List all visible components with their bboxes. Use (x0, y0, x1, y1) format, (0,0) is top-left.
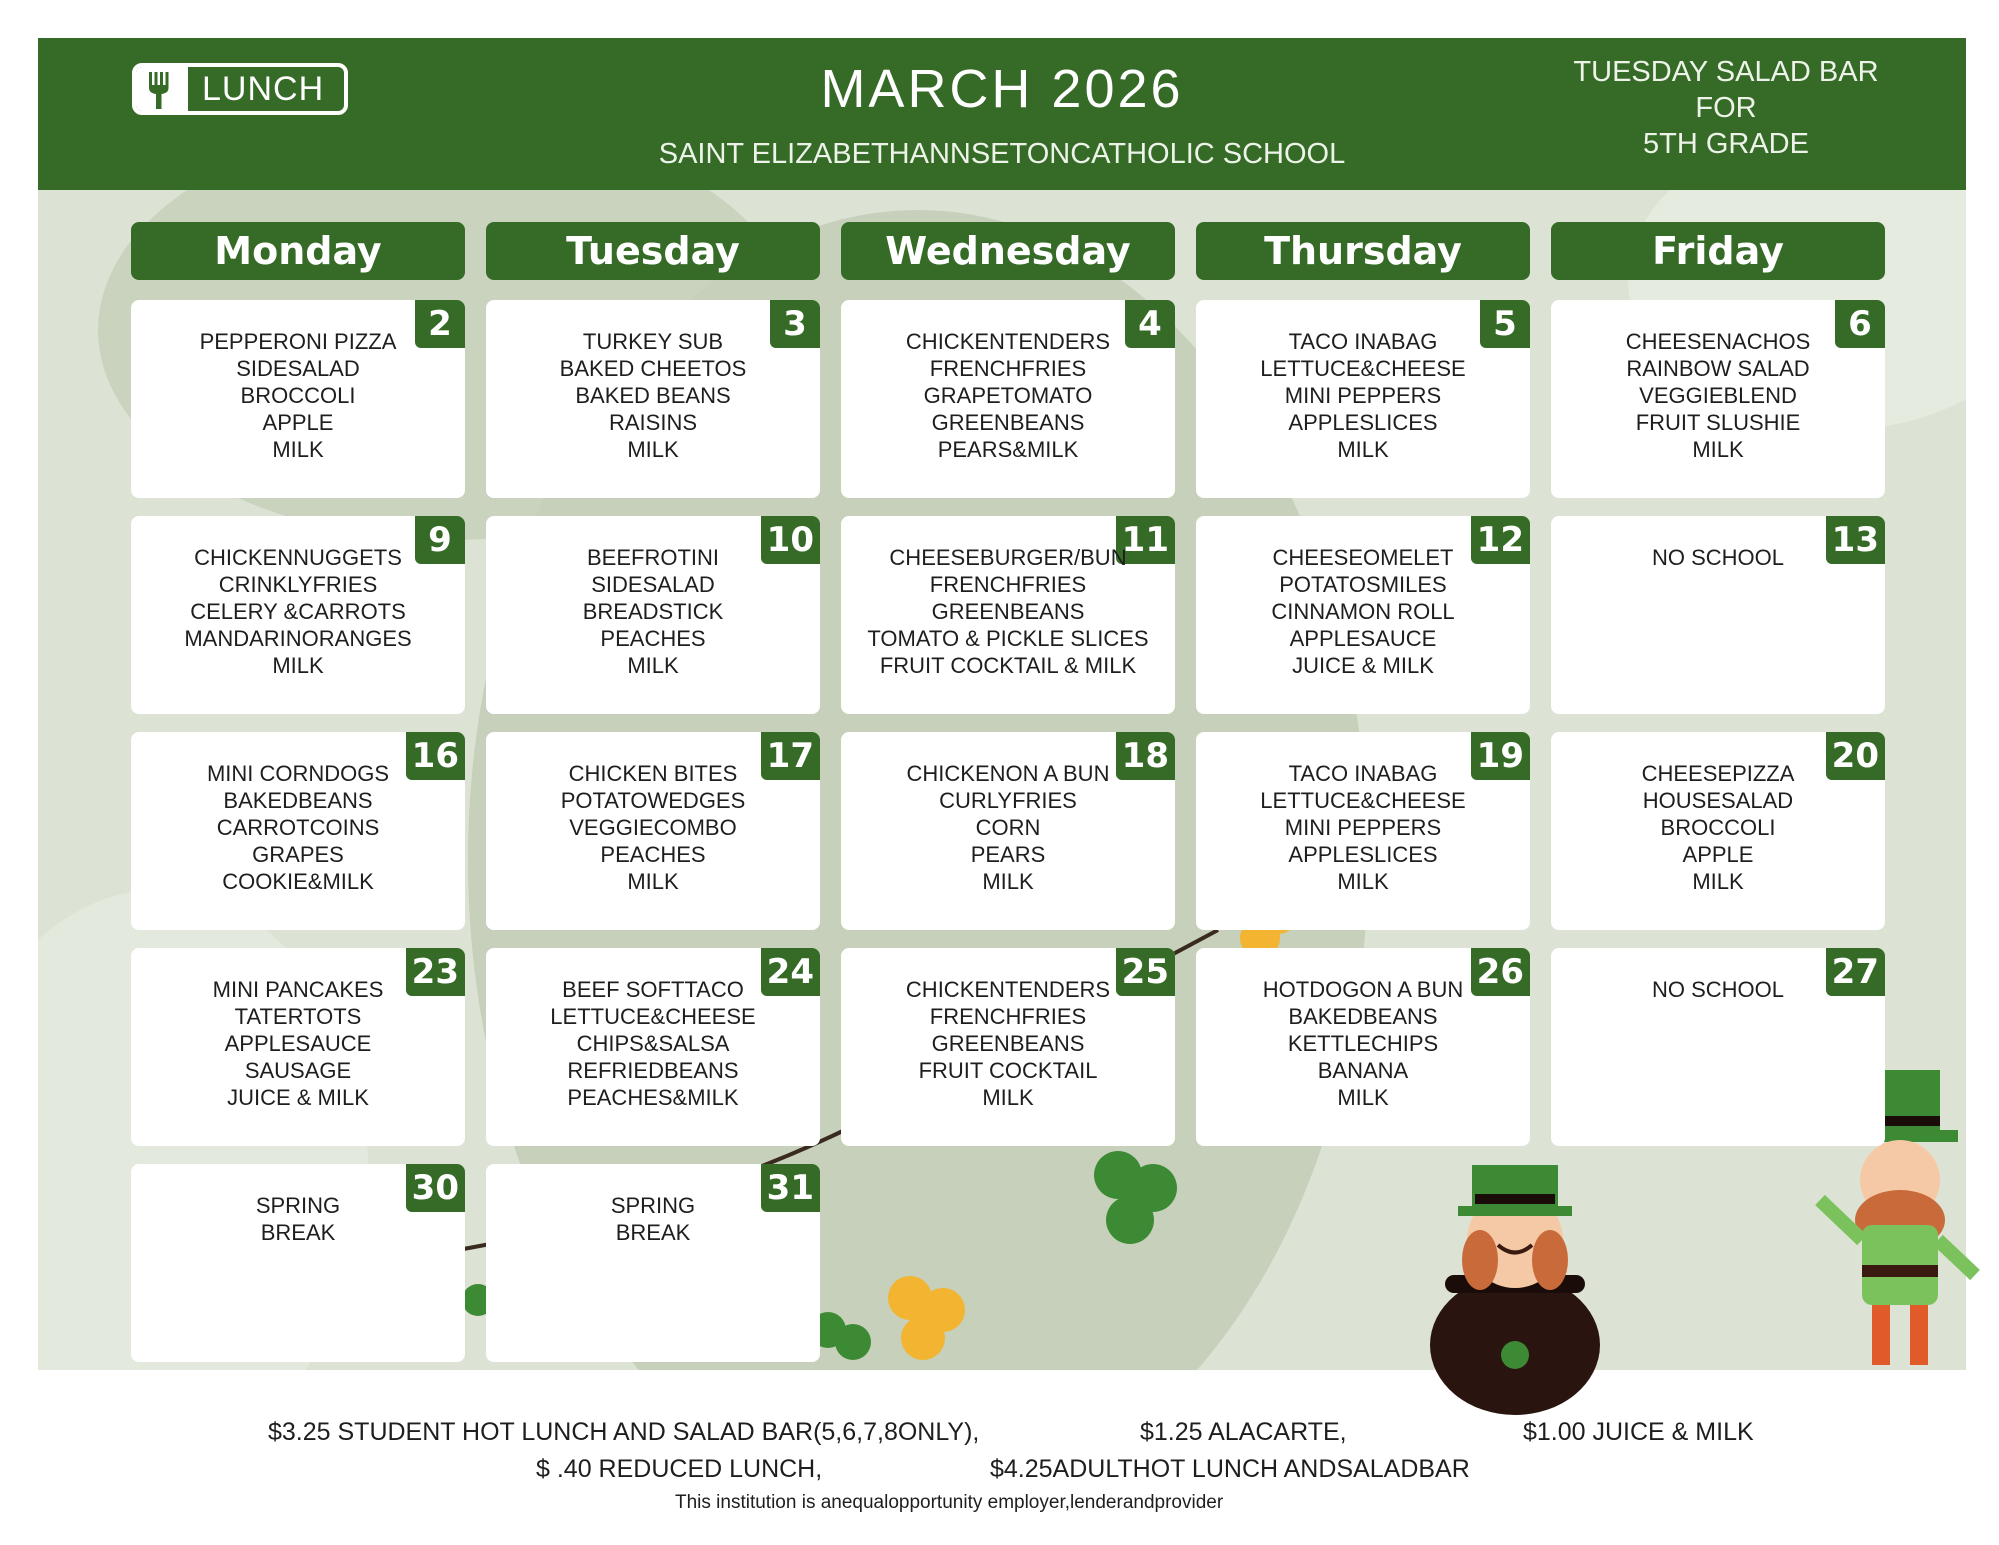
menu-item: GREENBEANS (931, 1031, 1085, 1056)
student-price: $3.25 STUDENT HOT LUNCH AND SALAD BAR(5,6,7,8ONLY), (268, 1418, 980, 1446)
menu-item: BREAK (615, 1220, 691, 1245)
menu-item: BAKED CHEETOS (559, 356, 747, 381)
menu-item: CHEESEPIZZA (1641, 761, 1795, 786)
menu-item: BREADSTICK (582, 599, 724, 624)
menu-item: CHEESEOMELET (1272, 545, 1454, 570)
menu-item: KETTLECHIPS (1287, 1031, 1439, 1056)
menu-item: VEGGIEBLEND (1639, 383, 1797, 408)
menu-item: BAKEDBEANS (1288, 1004, 1438, 1029)
menu-item: BEEFROTINI (586, 545, 719, 570)
menu-item: MILK (1337, 869, 1389, 894)
menu-item: JUICE & MILK (1292, 653, 1434, 678)
menu-item: TOMATO & PICKLE SLICES (867, 626, 1149, 651)
day-cell (1196, 732, 1530, 930)
day-cell (1551, 300, 1885, 498)
day-cell (841, 300, 1175, 498)
menu-item: CHEESENACHOS (1625, 329, 1811, 354)
day-cell (841, 948, 1175, 1146)
menu-item: SPRING (610, 1193, 696, 1218)
menu-item: MINI PEPPERS (1284, 383, 1442, 408)
menu-items (1551, 544, 1885, 571)
menu-item: PEACHES&MILK (567, 1085, 739, 1110)
day-cell (131, 516, 465, 714)
salad-note-line: 5TH GRADE (1643, 128, 1809, 160)
date-badge: 25 (1116, 948, 1175, 996)
menu-item: MINI PANCAKES (212, 977, 384, 1002)
menu-item: BROCCOLI (240, 383, 356, 408)
menu-item: MILK (272, 653, 324, 678)
menu-items (1196, 976, 1530, 1111)
menu-item: FRUIT COCKTAIL (918, 1058, 1098, 1083)
date-badge: 18 (1116, 732, 1175, 780)
salad-bar-note (1556, 54, 1896, 162)
day-cell (131, 732, 465, 930)
menu-items (1551, 760, 1885, 895)
menu-item: CRINKLYFRIES (218, 572, 378, 597)
menu-item: CHICKENTENDERS (905, 329, 1111, 354)
menu-item: TATERTOTS (234, 1004, 362, 1029)
day-cell (841, 516, 1175, 714)
menu-item: CHIPS&SALSA (576, 1031, 730, 1056)
menu-item: MILK (1337, 1085, 1389, 1110)
salad-note-line: FOR (1695, 92, 1757, 124)
menu-items (486, 328, 820, 463)
menu-item: MILK (627, 437, 679, 462)
menu-item: FRUIT COCKTAIL & MILK (879, 653, 1137, 678)
menu-item: CHEESEBURGER/BUN (889, 545, 1127, 570)
day-header-monday: Monday (131, 222, 465, 280)
menu-items (131, 1192, 465, 1246)
menu-item: CARROTCOINS (216, 815, 380, 840)
day-cell (1551, 948, 1885, 1146)
date-badge: 24 (761, 948, 820, 996)
menu-item: BROCCOLI (1660, 815, 1776, 840)
menu-item: MILK (627, 653, 679, 678)
date-badge: 10 (761, 516, 820, 564)
menu-item: SIDESALAD (236, 356, 360, 381)
day-cell (486, 300, 820, 498)
menu-items (131, 976, 465, 1111)
date-badge: 13 (1826, 516, 1885, 564)
menu-item: APPLESAUCE (224, 1031, 372, 1056)
menu-item: LETTUCE&CHEESE (1260, 788, 1466, 813)
menu-item: CHICKENTENDERS (905, 977, 1111, 1002)
menu-item: HOUSESALAD (1642, 788, 1794, 813)
header-banner (38, 38, 1966, 190)
menu-items (486, 544, 820, 679)
equal-opportunity-disclaimer: This institution is anequalopportunity employer,lenderandprovider (675, 1492, 1224, 1513)
menu-item: NO SCHOOL (1651, 545, 1785, 570)
menu-items (131, 760, 465, 895)
menu-item: BANANA (1317, 1058, 1409, 1083)
menu-item: LETTUCE&CHEESE (1260, 356, 1466, 381)
menu-item: COOKIE&MILK (222, 869, 374, 894)
menu-item: GREENBEANS (931, 410, 1085, 435)
menu-items (841, 976, 1175, 1111)
menu-item: VEGGIECOMBO (569, 815, 737, 840)
day-header-tuesday: Tuesday (486, 222, 820, 280)
date-badge: 31 (761, 1164, 820, 1212)
day-cell (131, 1164, 465, 1362)
menu-item: PEPPERONI PIZZA (199, 329, 397, 354)
menu-item: FRENCHFRIES (929, 1004, 1087, 1029)
menu-item: MINI CORNDOGS (206, 761, 390, 786)
menu-item: FRENCHFRIES (929, 356, 1087, 381)
menu-item: MILK (1337, 437, 1389, 462)
menu-item: APPLESAUCE (1289, 626, 1437, 651)
date-badge: 16 (406, 732, 465, 780)
menu-item: CINNAMON ROLL (1271, 599, 1455, 624)
menu-item: MILK (627, 869, 679, 894)
menu-item: RAINBOW SALAD (1626, 356, 1810, 381)
menu-item: MILK (1692, 869, 1744, 894)
menu-item: MILK (1692, 437, 1744, 462)
date-badge: 20 (1826, 732, 1885, 780)
day-header-wednesday: Wednesday (841, 222, 1175, 280)
menu-item: POTATOWEDGES (560, 788, 746, 813)
date-badge: 5 (1480, 300, 1530, 348)
date-badge: 26 (1471, 948, 1530, 996)
menu-item: FRENCHFRIES (929, 572, 1087, 597)
date-badge: 11 (1116, 516, 1175, 564)
menu-item: BAKEDBEANS (223, 788, 373, 813)
menu-item: CHICKEN BITES (568, 761, 738, 786)
menu-item: BREAK (260, 1220, 336, 1245)
date-badge: 2 (415, 300, 465, 348)
menu-item: TACO INABAG (1288, 329, 1438, 354)
date-badge: 30 (406, 1164, 465, 1212)
menu-item: CHICKENON A BUN (906, 761, 1110, 786)
logo-label: LUNCH (202, 70, 325, 108)
menu-item: HOTDOGON A BUN (1262, 977, 1464, 1002)
menu-item: TACO INABAG (1288, 761, 1438, 786)
menu-item: SAUSAGE (244, 1058, 352, 1083)
menu-item: PEARS&MILK (937, 437, 1079, 462)
menu-items (486, 976, 820, 1111)
menu-items (841, 328, 1175, 463)
day-cell (841, 732, 1175, 930)
menu-item: MILK (982, 869, 1034, 894)
day-cell (131, 948, 465, 1146)
alacarte-price: $1.25 ALACARTE, (1140, 1418, 1347, 1446)
menu-item: RAISINS (608, 410, 698, 435)
menu-items (841, 760, 1175, 895)
menu-item: LETTUCE&CHEESE (550, 1004, 756, 1029)
menu-item: CORN (975, 815, 1041, 840)
date-badge: 27 (1826, 948, 1885, 996)
day-cell (131, 300, 465, 498)
menu-item: GRAPES (252, 842, 344, 867)
menu-item: APPLESLICES (1288, 842, 1438, 867)
school-name: SAINT ELIZABETHANNSETONCATHOLIC SCHOOL (658, 138, 1346, 170)
menu-items (1196, 544, 1530, 679)
menu-item: GRAPETOMATO (923, 383, 1093, 408)
menu-item: CELERY &CARROTS (190, 599, 406, 624)
reduced-price: $ .40 REDUCED LUNCH, (536, 1455, 823, 1483)
menu-item: PEARS (970, 842, 1046, 867)
menu-items (1551, 328, 1885, 463)
menu-item: PEACHES (600, 626, 706, 651)
day-cell (486, 948, 820, 1146)
juice-milk-price: $1.00 JUICE & MILK (1523, 1418, 1754, 1446)
date-badge: 4 (1125, 300, 1175, 348)
menu-item: JUICE & MILK (227, 1085, 369, 1110)
menu-item: BAKED BEANS (575, 383, 731, 408)
day-cell (1196, 516, 1530, 714)
menu-item: SIDESALAD (591, 572, 715, 597)
day-cell (1196, 300, 1530, 498)
menu-items (1196, 328, 1530, 463)
day-cell (486, 1164, 820, 1362)
menu-item: TURKEY SUB (582, 329, 724, 354)
day-cell (486, 732, 820, 930)
menu-item: BEEF SOFTTACO (562, 977, 744, 1002)
day-header-friday: Friday (1551, 222, 1885, 280)
menu-item: REFRIEDBEANS (567, 1058, 739, 1083)
day-cell (1551, 732, 1885, 930)
menu-items (1551, 976, 1885, 1003)
menu-item: FRUIT SLUSHIE (1635, 410, 1801, 435)
menu-item: SPRING (255, 1193, 341, 1218)
menu-item: POTATOSMILES (1279, 572, 1447, 597)
date-badge: 19 (1471, 732, 1530, 780)
salad-note-line: TUESDAY SALAD BAR (1573, 56, 1879, 88)
menu-item: MINI PEPPERS (1284, 815, 1442, 840)
menu-item: GREENBEANS (931, 599, 1085, 624)
menu-items (486, 1192, 820, 1246)
menu-item: CHICKENNUGGETS (194, 545, 402, 570)
menu-item: PEACHES (600, 842, 706, 867)
menu-item: MILK (272, 437, 324, 462)
menu-items (131, 544, 465, 679)
menu-item: MANDARINORANGES (184, 626, 412, 651)
date-badge: 9 (415, 516, 465, 564)
leprechaun-pot-illustration (1420, 1120, 1610, 1420)
date-badge: 3 (770, 300, 820, 348)
adult-price: $4.25ADULTHOT LUNCH ANDSALADBAR (990, 1455, 1470, 1483)
day-cell (1551, 516, 1885, 714)
menu-items (486, 760, 820, 895)
day-cell (1196, 948, 1530, 1146)
menu-items (131, 328, 465, 463)
date-badge: 6 (1835, 300, 1885, 348)
menu-item: APPLE (262, 410, 334, 435)
day-cell (486, 516, 820, 714)
menu-item: NO SCHOOL (1651, 977, 1785, 1002)
menu-item: CURLYFRIES (939, 788, 1077, 813)
menu-item: MILK (982, 1085, 1034, 1110)
date-badge: 12 (1471, 516, 1530, 564)
menu-items (1196, 760, 1530, 895)
month-title: MARCH 2026 (820, 59, 1184, 119)
day-header-thursday: Thursday (1196, 222, 1530, 280)
date-badge: 23 (406, 948, 465, 996)
menu-items (841, 544, 1175, 679)
menu-item: APPLESLICES (1288, 410, 1438, 435)
date-badge: 17 (761, 732, 820, 780)
menu-item: APPLE (1682, 842, 1754, 867)
